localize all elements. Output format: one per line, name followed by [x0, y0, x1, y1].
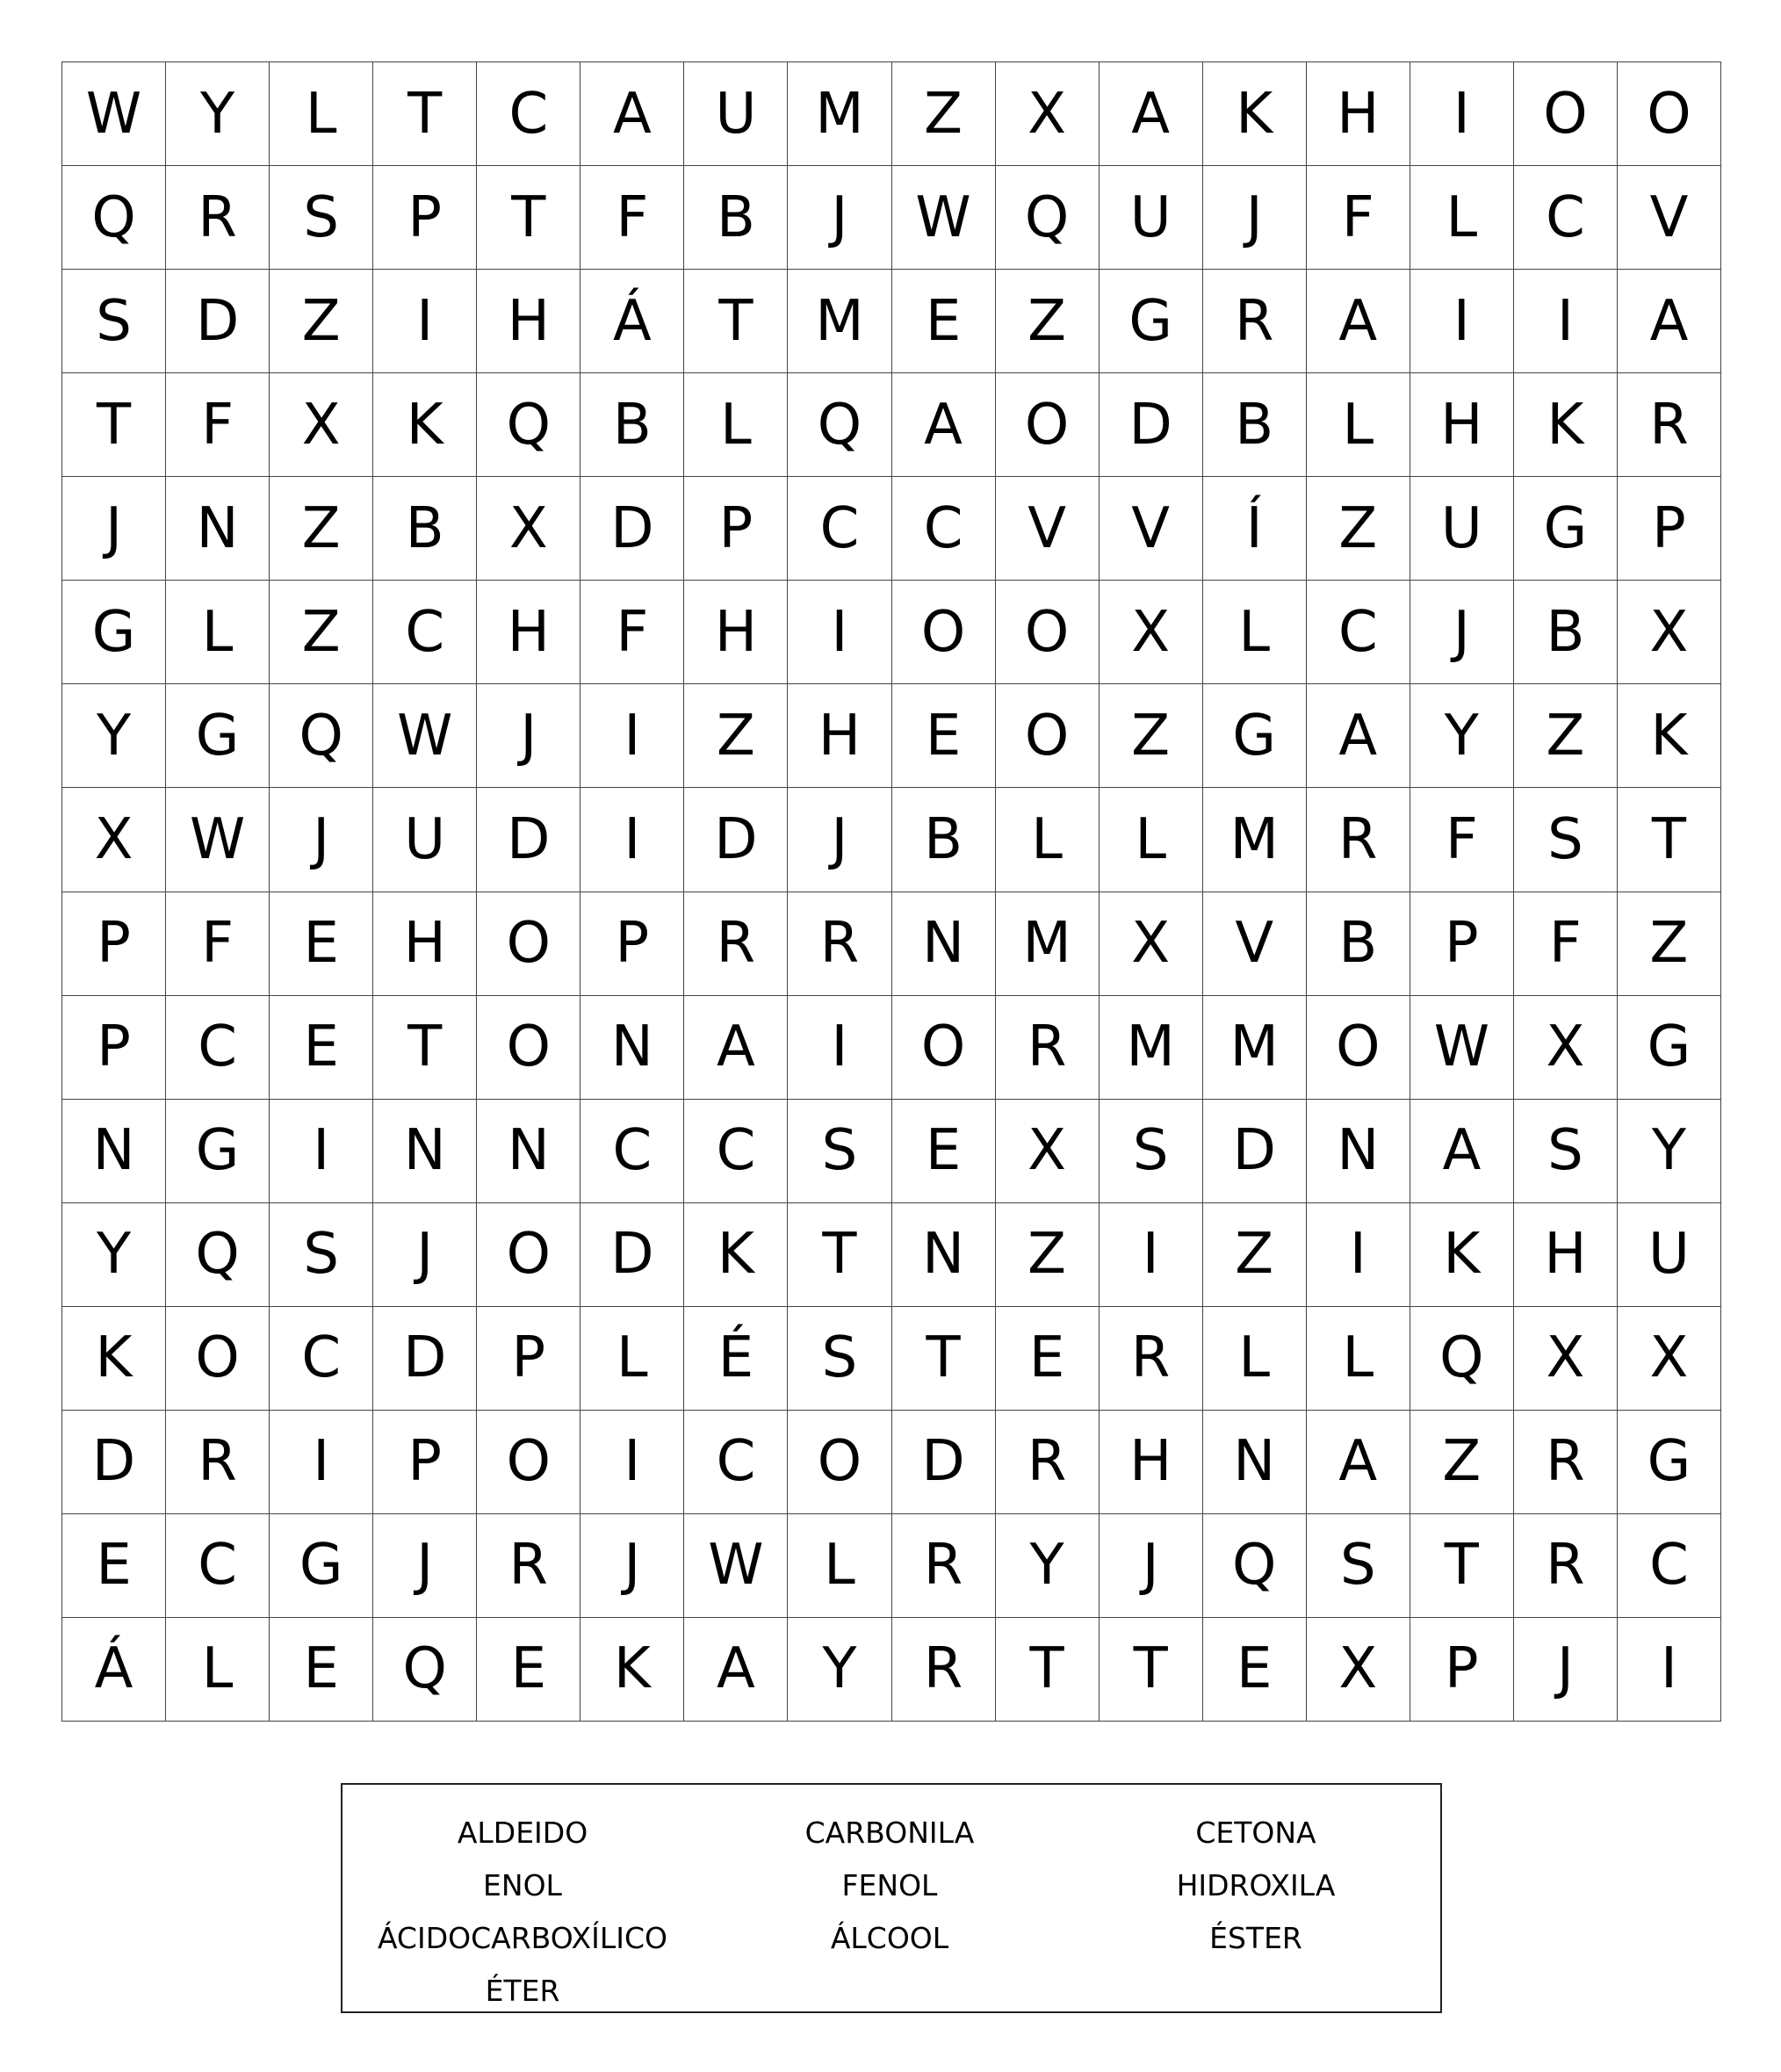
- grid-cell[interactable]: Z: [892, 62, 996, 166]
- grid-cell[interactable]: J: [788, 166, 891, 270]
- grid-cell[interactable]: L: [788, 1514, 891, 1618]
- grid-cell[interactable]: C: [166, 996, 270, 1100]
- grid-cell[interactable]: L: [1410, 166, 1514, 270]
- grid-cell[interactable]: Y: [1410, 684, 1514, 788]
- grid-cell[interactable]: V: [1100, 477, 1203, 581]
- grid-cell[interactable]: L: [580, 1307, 684, 1411]
- grid-cell[interactable]: T: [1100, 1618, 1203, 1722]
- grid-cell[interactable]: I: [270, 1100, 373, 1203]
- grid-cell[interactable]: K: [1514, 373, 1618, 477]
- grid-cell[interactable]: C: [1307, 581, 1410, 684]
- grid-cell[interactable]: O: [1514, 62, 1618, 166]
- grid-cell[interactable]: Á: [62, 1618, 166, 1722]
- grid-cell[interactable]: F: [580, 166, 684, 270]
- grid-cell[interactable]: L: [684, 373, 788, 477]
- grid-cell[interactable]: N: [892, 1203, 996, 1307]
- grid-cell[interactable]: C: [1514, 166, 1618, 270]
- grid-cell[interactable]: I: [1618, 1618, 1721, 1722]
- grid-cell[interactable]: Q: [373, 1618, 477, 1722]
- grid-cell[interactable]: E: [892, 684, 996, 788]
- grid-cell[interactable]: O: [788, 1411, 891, 1514]
- grid-cell[interactable]: C: [788, 477, 891, 581]
- grid-cell[interactable]: P: [62, 996, 166, 1100]
- grid-cell[interactable]: J: [580, 1514, 684, 1618]
- grid-cell[interactable]: R: [996, 996, 1100, 1100]
- grid-cell[interactable]: N: [1203, 1411, 1307, 1514]
- grid-cell[interactable]: R: [1307, 788, 1410, 892]
- grid-cell[interactable]: A: [1307, 684, 1410, 788]
- grid-cell[interactable]: R: [166, 166, 270, 270]
- grid-cell[interactable]: H: [477, 270, 580, 373]
- grid-cell[interactable]: B: [373, 477, 477, 581]
- grid-cell[interactable]: U: [1618, 1203, 1721, 1307]
- grid-cell[interactable]: E: [1203, 1618, 1307, 1722]
- grid-cell[interactable]: W: [892, 166, 996, 270]
- grid-cell[interactable]: R: [1203, 270, 1307, 373]
- grid-cell[interactable]: E: [996, 1307, 1100, 1411]
- grid-cell[interactable]: O: [477, 996, 580, 1100]
- grid-cell[interactable]: E: [892, 270, 996, 373]
- grid-cell[interactable]: I: [1100, 1203, 1203, 1307]
- word-bank-item: ÁLCOOL: [830, 1921, 949, 1955]
- grid-cell[interactable]: R: [477, 1514, 580, 1618]
- grid-cell[interactable]: F: [1307, 166, 1410, 270]
- grid-cell[interactable]: C: [477, 62, 580, 166]
- grid-cell[interactable]: P: [1410, 1618, 1514, 1722]
- grid-cell[interactable]: X: [477, 477, 580, 581]
- grid-cell[interactable]: W: [62, 62, 166, 166]
- grid-cell[interactable]: X: [270, 373, 373, 477]
- grid-cell[interactable]: Q: [788, 373, 891, 477]
- grid-cell[interactable]: B: [892, 788, 996, 892]
- grid-cell[interactable]: H: [788, 684, 891, 788]
- grid-cell[interactable]: B: [580, 373, 684, 477]
- grid-cell[interactable]: T: [1410, 1514, 1514, 1618]
- grid-cell[interactable]: X: [1514, 1307, 1618, 1411]
- grid-cell[interactable]: N: [580, 996, 684, 1100]
- grid-cell[interactable]: C: [580, 1100, 684, 1203]
- grid-cell[interactable]: O: [892, 996, 996, 1100]
- grid-cell[interactable]: T: [477, 166, 580, 270]
- grid-cell[interactable]: D: [1203, 1100, 1307, 1203]
- grid-cell[interactable]: M: [788, 62, 891, 166]
- grid-cell[interactable]: G: [1514, 477, 1618, 581]
- grid-cell[interactable]: Q: [477, 373, 580, 477]
- grid-cell[interactable]: Z: [1514, 684, 1618, 788]
- grid-cell[interactable]: A: [1100, 62, 1203, 166]
- grid-cell[interactable]: O: [996, 684, 1100, 788]
- grid-cell[interactable]: L: [270, 62, 373, 166]
- grid-cell[interactable]: W: [373, 684, 477, 788]
- grid-cell[interactable]: I: [1410, 62, 1514, 166]
- grid-cell[interactable]: Z: [270, 581, 373, 684]
- grid-cell[interactable]: O: [892, 581, 996, 684]
- grid-cell[interactable]: X: [1307, 1618, 1410, 1722]
- grid-cell[interactable]: M: [1203, 996, 1307, 1100]
- grid-cell[interactable]: H: [373, 892, 477, 996]
- word-bank-item: ÉTER: [485, 1974, 560, 2008]
- grid-cell[interactable]: A: [1307, 270, 1410, 373]
- grid-cell[interactable]: O: [477, 1203, 580, 1307]
- grid-cell[interactable]: I: [373, 270, 477, 373]
- grid-cell[interactable]: K: [1203, 62, 1307, 166]
- grid-cell[interactable]: T: [373, 996, 477, 1100]
- grid-cell[interactable]: B: [1307, 892, 1410, 996]
- grid-cell[interactable]: F: [580, 581, 684, 684]
- grid-cell[interactable]: K: [684, 1203, 788, 1307]
- grid-cell[interactable]: R: [996, 1411, 1100, 1514]
- grid-cell[interactable]: U: [684, 62, 788, 166]
- grid-cell[interactable]: H: [1100, 1411, 1203, 1514]
- grid-cell[interactable]: J: [373, 1203, 477, 1307]
- grid-cell[interactable]: O: [1618, 62, 1721, 166]
- grid-cell[interactable]: J: [1100, 1514, 1203, 1618]
- grid-cell[interactable]: É: [684, 1307, 788, 1411]
- grid-cell[interactable]: X: [996, 1100, 1100, 1203]
- word-bank-item: FENOL: [841, 1868, 938, 1902]
- grid-cell[interactable]: R: [1100, 1307, 1203, 1411]
- grid-cell[interactable]: S: [270, 166, 373, 270]
- word-bank-item: ÉSTER: [1209, 1921, 1302, 1955]
- grid-cell[interactable]: L: [166, 1618, 270, 1722]
- grid-cell[interactable]: P: [1410, 892, 1514, 996]
- grid-cell[interactable]: P: [684, 477, 788, 581]
- grid-cell[interactable]: S: [788, 1307, 891, 1411]
- grid-cell[interactable]: V: [1203, 892, 1307, 996]
- grid-cell[interactable]: P: [1618, 477, 1721, 581]
- grid-cell[interactable]: O: [166, 1307, 270, 1411]
- grid-cell[interactable]: C: [684, 1100, 788, 1203]
- grid-cell[interactable]: O: [996, 581, 1100, 684]
- grid-cell[interactable]: X: [1618, 581, 1721, 684]
- grid-cell[interactable]: D: [580, 477, 684, 581]
- grid-cell[interactable]: P: [477, 1307, 580, 1411]
- grid-cell[interactable]: X: [996, 62, 1100, 166]
- grid-cell[interactable]: R: [1514, 1514, 1618, 1618]
- grid-cell[interactable]: Y: [996, 1514, 1100, 1618]
- grid-cell[interactable]: M: [1203, 788, 1307, 892]
- grid-cell[interactable]: Á: [580, 270, 684, 373]
- grid-cell[interactable]: Y: [788, 1618, 891, 1722]
- grid-cell[interactable]: A: [892, 373, 996, 477]
- grid-cell[interactable]: Z: [1100, 684, 1203, 788]
- grid-cell[interactable]: H: [1514, 1203, 1618, 1307]
- grid-cell[interactable]: F: [166, 373, 270, 477]
- grid-cell[interactable]: S: [1514, 788, 1618, 892]
- grid-cell[interactable]: I: [1514, 270, 1618, 373]
- grid-cell[interactable]: T: [373, 62, 477, 166]
- grid-cell[interactable]: D: [477, 788, 580, 892]
- grid-cell[interactable]: R: [1514, 1411, 1618, 1514]
- grid-cell[interactable]: R: [892, 1618, 996, 1722]
- grid-cell[interactable]: J: [1514, 1618, 1618, 1722]
- grid-cell[interactable]: H: [477, 581, 580, 684]
- grid-cell[interactable]: A: [1618, 270, 1721, 373]
- grid-cell[interactable]: S: [270, 1203, 373, 1307]
- grid-cell[interactable]: A: [1307, 1411, 1410, 1514]
- grid-cell[interactable]: P: [580, 892, 684, 996]
- grid-cell[interactable]: L: [1203, 1307, 1307, 1411]
- grid-cell[interactable]: O: [477, 892, 580, 996]
- grid-cell[interactable]: L: [996, 788, 1100, 892]
- grid-cell[interactable]: Í: [1203, 477, 1307, 581]
- grid-cell[interactable]: Q: [166, 1203, 270, 1307]
- grid-cell[interactable]: L: [1100, 788, 1203, 892]
- grid-cell[interactable]: V: [1618, 166, 1721, 270]
- grid-cell[interactable]: D: [684, 788, 788, 892]
- grid-cell[interactable]: Z: [1618, 892, 1721, 996]
- grid-cell[interactable]: G: [270, 1514, 373, 1618]
- grid-cell[interactable]: X: [1618, 1307, 1721, 1411]
- grid-cell[interactable]: L: [1307, 1307, 1410, 1411]
- grid-cell[interactable]: S: [1100, 1100, 1203, 1203]
- grid-cell[interactable]: D: [373, 1307, 477, 1411]
- grid-cell[interactable]: Z: [270, 270, 373, 373]
- grid-cell[interactable]: Z: [684, 684, 788, 788]
- grid-cell[interactable]: G: [62, 581, 166, 684]
- grid-cell[interactable]: A: [580, 62, 684, 166]
- grid-cell[interactable]: Q: [270, 684, 373, 788]
- grid-cell[interactable]: D: [580, 1203, 684, 1307]
- grid-cell[interactable]: Z: [996, 1203, 1100, 1307]
- grid-cell[interactable]: S: [1514, 1100, 1618, 1203]
- grid-cell[interactable]: K: [580, 1618, 684, 1722]
- grid-cell[interactable]: W: [684, 1514, 788, 1618]
- grid-cell[interactable]: Z: [270, 477, 373, 581]
- word-bank-item: ALDEIDO: [457, 1816, 588, 1850]
- grid-cell[interactable]: U: [1410, 477, 1514, 581]
- word-bank-item: ÁCIDOCARBOXÍLICO: [377, 1921, 668, 1955]
- grid-cell[interactable]: E: [477, 1618, 580, 1722]
- grid-cell[interactable]: J: [788, 788, 891, 892]
- grid-cell[interactable]: A: [1410, 1100, 1514, 1203]
- grid-cell[interactable]: K: [1618, 684, 1721, 788]
- grid-cell[interactable]: U: [373, 788, 477, 892]
- letter-grid: [61, 61, 1721, 1722]
- grid-cell[interactable]: I: [580, 788, 684, 892]
- grid-cell[interactable]: R: [788, 892, 891, 996]
- grid-cell[interactable]: Q: [62, 166, 166, 270]
- grid-cell[interactable]: O: [996, 373, 1100, 477]
- grid-cell[interactable]: Z: [996, 270, 1100, 373]
- grid-cell[interactable]: D: [892, 1411, 996, 1514]
- grid-cell[interactable]: I: [1307, 1203, 1410, 1307]
- grid-cell[interactable]: Z: [1203, 1203, 1307, 1307]
- grid-cell[interactable]: W: [1410, 996, 1514, 1100]
- grid-cell[interactable]: H: [1410, 373, 1514, 477]
- grid-cell[interactable]: G: [1100, 270, 1203, 373]
- grid-cell[interactable]: C: [892, 477, 996, 581]
- grid-cell[interactable]: T: [684, 270, 788, 373]
- grid-cell[interactable]: C: [373, 581, 477, 684]
- grid-cell[interactable]: D: [1100, 373, 1203, 477]
- grid-cell[interactable]: M: [996, 892, 1100, 996]
- grid-cell[interactable]: J: [373, 1514, 477, 1618]
- grid-cell[interactable]: J: [477, 684, 580, 788]
- grid-cell[interactable]: H: [1307, 62, 1410, 166]
- grid-cell[interactable]: X: [1100, 581, 1203, 684]
- grid-cell[interactable]: N: [373, 1100, 477, 1203]
- grid-cell[interactable]: R: [892, 1514, 996, 1618]
- grid-cell[interactable]: T: [62, 373, 166, 477]
- grid-cell[interactable]: I: [788, 581, 891, 684]
- grid-cell[interactable]: P: [373, 1411, 477, 1514]
- grid-cell[interactable]: A: [684, 996, 788, 1100]
- grid-cell[interactable]: C: [270, 1307, 373, 1411]
- grid-cell[interactable]: R: [166, 1411, 270, 1514]
- grid-cell[interactable]: G: [1203, 684, 1307, 788]
- grid-cell[interactable]: N: [1307, 1100, 1410, 1203]
- grid-cell[interactable]: X: [1514, 996, 1618, 1100]
- word-bank-item: CETONA: [1195, 1816, 1316, 1850]
- grid-cell[interactable]: O: [477, 1411, 580, 1514]
- grid-cell[interactable]: G: [166, 1100, 270, 1203]
- grid-cell[interactable]: R: [1618, 373, 1721, 477]
- grid-cell[interactable]: Z: [1307, 477, 1410, 581]
- grid-cell[interactable]: J: [62, 477, 166, 581]
- word-bank-item: HIDROXILA: [1176, 1868, 1336, 1902]
- grid-cell[interactable]: B: [684, 166, 788, 270]
- grid-cell[interactable]: Y: [62, 1203, 166, 1307]
- grid-cell[interactable]: I: [788, 996, 891, 1100]
- grid-cell[interactable]: M: [788, 270, 891, 373]
- word-bank-item: CARBONILA: [804, 1816, 975, 1850]
- grid-cell[interactable]: V: [996, 477, 1100, 581]
- grid-cell[interactable]: T: [996, 1618, 1100, 1722]
- grid-cell[interactable]: T: [892, 1307, 996, 1411]
- grid-cell[interactable]: Y: [62, 684, 166, 788]
- grid-cell[interactable]: I: [580, 1411, 684, 1514]
- grid-cell[interactable]: R: [684, 892, 788, 996]
- grid-cell[interactable]: L: [166, 581, 270, 684]
- grid-cell[interactable]: X: [1100, 892, 1203, 996]
- grid-cell[interactable]: M: [1100, 996, 1203, 1100]
- grid-cell[interactable]: Q: [1203, 1514, 1307, 1618]
- grid-cell[interactable]: F: [1514, 892, 1618, 996]
- grid-cell[interactable]: L: [1307, 373, 1410, 477]
- grid-cell[interactable]: N: [892, 892, 996, 996]
- grid-cell[interactable]: C: [684, 1411, 788, 1514]
- grid-cell[interactable]: X: [62, 788, 166, 892]
- grid-cell[interactable]: F: [1410, 788, 1514, 892]
- grid-cell[interactable]: E: [62, 1514, 166, 1618]
- grid-cell[interactable]: J: [1410, 581, 1514, 684]
- grid-cell[interactable]: I: [1410, 270, 1514, 373]
- grid-cell[interactable]: C: [166, 1514, 270, 1618]
- grid-cell[interactable]: D: [166, 270, 270, 373]
- grid-cell[interactable]: K: [62, 1307, 166, 1411]
- grid-cell[interactable]: E: [270, 996, 373, 1100]
- grid-cell[interactable]: N: [477, 1100, 580, 1203]
- grid-cell[interactable]: D: [62, 1411, 166, 1514]
- grid-cell[interactable]: Q: [996, 166, 1100, 270]
- grid-cell[interactable]: G: [1618, 996, 1721, 1100]
- grid-cell[interactable]: Y: [166, 62, 270, 166]
- grid-cell[interactable]: S: [1307, 1514, 1410, 1618]
- grid-cell[interactable]: N: [166, 477, 270, 581]
- grid-cell[interactable]: W: [166, 788, 270, 892]
- grid-cell[interactable]: J: [1203, 166, 1307, 270]
- grid-cell[interactable]: B: [1203, 373, 1307, 477]
- word-bank: [341, 1783, 1442, 2013]
- grid-cell[interactable]: T: [1618, 788, 1721, 892]
- grid-cell[interactable]: Q: [1410, 1307, 1514, 1411]
- grid-cell[interactable]: K: [1410, 1203, 1514, 1307]
- grid-cell[interactable]: N: [62, 1100, 166, 1203]
- grid-cell[interactable]: A: [684, 1618, 788, 1722]
- grid-cell[interactable]: E: [892, 1100, 996, 1203]
- grid-cell[interactable]: G: [166, 684, 270, 788]
- word-bank-item: ENOL: [483, 1868, 562, 1902]
- grid-cell[interactable]: I: [580, 684, 684, 788]
- grid-cell[interactable]: I: [270, 1411, 373, 1514]
- grid-cell[interactable]: B: [1514, 581, 1618, 684]
- grid-cell[interactable]: C: [1618, 1514, 1721, 1618]
- grid-cell[interactable]: K: [373, 373, 477, 477]
- grid-cell[interactable]: O: [1307, 996, 1410, 1100]
- grid-cell[interactable]: G: [1618, 1411, 1721, 1514]
- grid-cell[interactable]: E: [270, 1618, 373, 1722]
- grid-cell[interactable]: S: [788, 1100, 891, 1203]
- grid-cell[interactable]: U: [1100, 166, 1203, 270]
- grid-cell[interactable]: P: [373, 166, 477, 270]
- grid-cell[interactable]: H: [684, 581, 788, 684]
- grid-cell[interactable]: L: [1203, 581, 1307, 684]
- grid-cell[interactable]: P: [62, 892, 166, 996]
- grid-cell[interactable]: S: [62, 270, 166, 373]
- grid-cell[interactable]: Z: [1410, 1411, 1514, 1514]
- grid-cell[interactable]: E: [270, 892, 373, 996]
- grid-cell[interactable]: F: [166, 892, 270, 996]
- grid-cell[interactable]: Y: [1618, 1100, 1721, 1203]
- grid-cell[interactable]: J: [270, 788, 373, 892]
- grid-cell[interactable]: T: [788, 1203, 891, 1307]
